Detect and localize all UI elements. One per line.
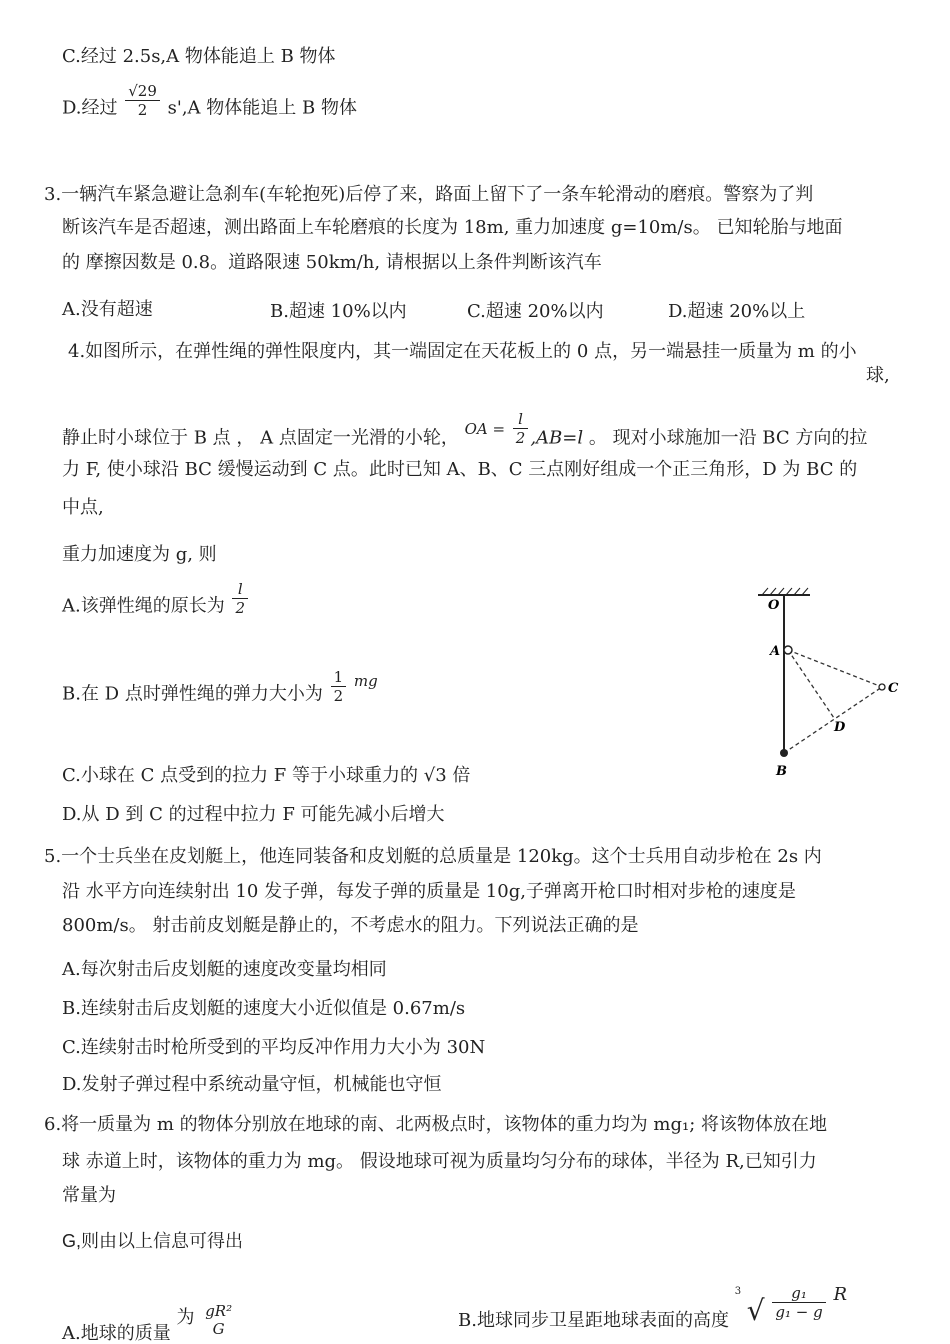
q3-option-d: D.超速 20%以上 (668, 301, 806, 322)
q6-stem-line1: 6.将一质量为 m 的物体分别放在地球的南、北两极点时，该物体的重力均为 mg₁; 将该物体放在地 (44, 1114, 827, 1135)
q2-option-d-denominator: 2 (137, 101, 148, 119)
q6-stem-line3: 常量为 (62, 1185, 116, 1206)
q5-stem-line1: 5.一个士兵坐在皮划艇上，他连同装备和皮划艇的总质量是 120kg。这个士兵用自动步枪在 2s 内 (44, 846, 822, 867)
q3-option-b: B.超速 10%以内 (270, 301, 407, 322)
q2-option-c: C.经过 2.5s,A 物体能追上 B 物体 (62, 46, 336, 67)
q4-oa-numerator: l (513, 410, 529, 429)
root-sign-icon: √ (746, 1293, 765, 1327)
q4-option-d: D.从 D 到 C 的过程中拉力 F 可能先减小后增大 (62, 804, 445, 825)
q6-option-a-wei: 为 (176, 1307, 195, 1328)
q4-stem-line4: 中点, (62, 497, 104, 518)
q2-option-d-suffix: s',A 物体能追上 B 物体 (167, 97, 357, 119)
q5-stem-line2: 沿 水平方向连续射出 10 发子弹，每发子弹的质量是 10g,子弹离开枪口时相对步枪的速度是 (62, 881, 796, 902)
q4-option-b-text: B.在 D 点时弹性绳的弹力大小为 (62, 683, 323, 705)
q6-option-a-text: A.地球的质量 (62, 1323, 171, 1344)
q3-option-a: A.没有超速 (62, 299, 153, 320)
q2-option-d-fraction (125, 82, 160, 119)
q4-ab-label: ,AB=l (530, 427, 584, 449)
q3-option-c: C.超速 20%以内 (467, 301, 604, 322)
q4-option-a-denominator: 2 (235, 599, 246, 617)
q2-option-d-prefix: D.经过 (62, 97, 118, 119)
q6-option-b-fraction (772, 1284, 825, 1321)
q2-option-d-numerator: √29 (125, 82, 160, 101)
q5-stem-line3: 800m/s。 射击前皮划艇是静止的，不考虑水的阻力。下列说法正确的是 (62, 915, 639, 936)
q4-option-b-mg: mg (353, 671, 378, 690)
label-o: O (768, 598, 780, 613)
q6-option-b-text: B.地球同步卫星距地球表面的高度 (458, 1309, 729, 1331)
line-bc (784, 687, 882, 753)
q4-option-b-denominator: 2 (333, 687, 344, 705)
q5-option-b: B.连续射击后皮划艇的速度大小近似值是 0.67m/s (62, 998, 466, 1019)
label-b: B (776, 764, 787, 779)
q4-option-a-numerator: l (232, 580, 248, 599)
q5-option-c: C.连续射击时枪所受到的平均反冲作用力大小为 30N (62, 1037, 486, 1058)
q4-stem-line2 (62, 410, 868, 457)
label-d: D (834, 720, 846, 735)
q4-stem-line1b: 球, (866, 365, 890, 386)
q6-option-a (62, 1300, 237, 1344)
q4-stem-line1: 4.如图所示，在弹性绳的弹性限度内，其一端固定在天花板上的 0 点，另一端悬挂一质量为 m 的小 (68, 341, 857, 362)
q6-option-a-fraction (202, 1302, 235, 1338)
ball-b (780, 749, 788, 757)
q6-option-b-r: R (833, 1283, 847, 1305)
q6-option-b-numerator: g₁ (772, 1284, 825, 1303)
q4-oa-label: OA = (464, 419, 506, 438)
q4-stem-line5: 重力加速度为 g, 则 (62, 544, 217, 565)
q4-stem-line2-prefix: 静止时小球位于 B 点 ， A 点固定一光滑的小轮， (62, 427, 459, 449)
q4-option-b-fraction (331, 668, 347, 705)
q4-option-a-fraction (232, 580, 248, 617)
q4-option-a (62, 580, 250, 625)
q4-option-b-numerator: 1 (331, 668, 347, 687)
q3-stem-line3: 的 摩擦因数是 0.8。道路限速 50km/h, 请根据以上条件判断该汽车 (62, 252, 602, 273)
line-ac (788, 650, 882, 687)
q3-stem-line2: 断该汽车是否超速，测出路面上车轮磨痕的长度为 18m, 重力加速度 g=10m/s。 已知轮胎与地面 (62, 217, 843, 238)
q6-stem-line4: G,则由以上信息可得出 (62, 1231, 244, 1251)
q6-option-b (458, 1283, 847, 1331)
q5-option-d: D.发射子弹过程中系统动量守恒，机械能也守恒 (62, 1074, 442, 1095)
q4-stem-line2-suffix: 。 现对小球施加一沿 BC 方向的拉 (588, 427, 868, 449)
q6-stem-line2: 球 赤道上时，该物体的重力为 mg。 假设地球可视为质量均匀分布的球体，半径为 R,已知引力 (62, 1151, 817, 1172)
q3-stem-line1: 3.一辆汽车紧急避让急刹车(车轮抱死)后停了来，路面上留下了一条车轮滑动的磨痕。警察为了判 (44, 184, 814, 205)
q5-option-a: A.每次射击后皮划艇的速度改变量均相同 (62, 959, 387, 980)
q6-option-a-denominator: G (212, 1320, 225, 1338)
ceiling (758, 588, 810, 595)
line-ad (788, 650, 834, 718)
q4-oa-denominator: 2 (515, 429, 526, 447)
point-c (879, 684, 885, 690)
q6-option-a-numerator: gR² (205, 1302, 233, 1320)
q2-option-d (62, 82, 357, 127)
q6-option-b-denominator: g₁ − g (775, 1303, 823, 1321)
q4-oa-fraction (513, 410, 529, 447)
q4-option-c: C.小球在 C 点受到的拉力 F 等于小球重力的 √3 倍 (62, 765, 471, 786)
label-c: C (888, 681, 899, 696)
q6-option-b-root-index: 3 (734, 1285, 742, 1297)
q4-figure (750, 585, 910, 785)
q4-option-b (62, 668, 378, 713)
q4-option-a-text: A.该弹性绳的原长为 (62, 595, 225, 617)
label-a: A (770, 644, 781, 659)
q4-stem-line3: 力 F, 使小球沿 BC 缓慢运动到 C 点。此时已知 A、B、C 三点刚好组成一个正三角形，D 为 BC 的 (62, 459, 858, 480)
pulley-a (784, 646, 792, 654)
